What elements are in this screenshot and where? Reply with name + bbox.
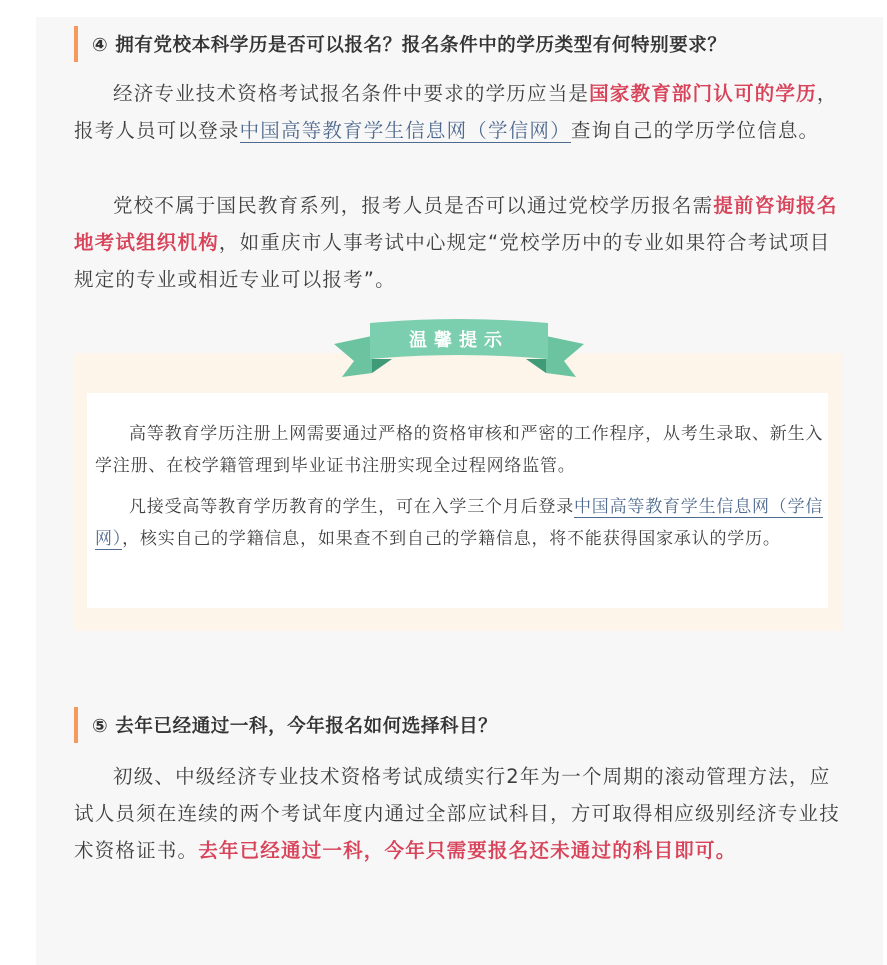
q4-p2-text-c: ，如重庆市人事考试中心规定“党校学历中的专业如果符合考试项目规定的专业或相近专业可以报考”。 [74,231,831,291]
q4-p1-text-c: ，报考人员可以登录 [74,82,838,142]
tip-p2-text-b: ，核实自己的学籍信息，如果查不到自己的学籍信息，将不能获得国家承认的学历。 [122,529,781,549]
q4-heading: ④ 拥有党校本科学历是否可以报名？报名条件中的学历类型有何特别要求？ [74,26,727,62]
q5-heading: ⑤ 去年已经通过一科，今年报名如何选择科目？ [74,707,497,743]
q4-paragraph-2 [74,187,841,298]
tip-paragraph-2 [95,491,825,555]
tip-xuexin-link[interactable]: 中国高等教育学生信息网（学信网） [95,497,824,549]
tip-ribbon-banner [334,317,584,383]
xuexin-link[interactable]: 中国高等教育学生信息网（学信网） [239,119,571,142]
q5-p1-highlight: 去年已经通过一科，今年只需要报名还未通过的科目即可。 [198,839,737,862]
q4-p1-highlight: 国家教育部门认可的学历 [589,82,817,105]
tip-p2-text-a: 凡接受高等教育学历教育的学生，可在入学三个月后登录 [129,497,574,517]
q4-p2-highlight: 提前咨询报名地考试组织机构 [74,194,838,254]
q4-p2-text-a: 党校不属于国民教育系列，报考人员是否可以通过党校学历报名需 [113,194,714,217]
article-page [36,17,883,965]
q4-paragraph-1 [74,75,841,149]
q5-paragraph-1 [74,758,841,869]
tip-box [73,353,842,631]
ribbon-label: 温馨提示 [409,330,509,351]
tip-paragraph-1: 高等教育学历注册上网需要通过严格的资格审核和严密的工作程序，从考生录取、新生入学注册、在校学籍管理到毕业证书注册实现全过程网络监管。 [95,424,824,476]
q4-p1-text-a: 经济专业技术资格考试报名条件中要求的学历应当是 [113,82,590,105]
q5-p1-text-a: 初级、中级经济专业技术资格考试成绩实行2年为一个周期的滚动管理方法，应试人员须在连续的两个考试年度内通过全部应试科目，方可取得相应级别经济专业技术资格证书。 [74,765,840,862]
q4-p1-text-d: 查询自己的学历学位信息。 [570,119,820,142]
tip-box-inner [87,393,828,608]
